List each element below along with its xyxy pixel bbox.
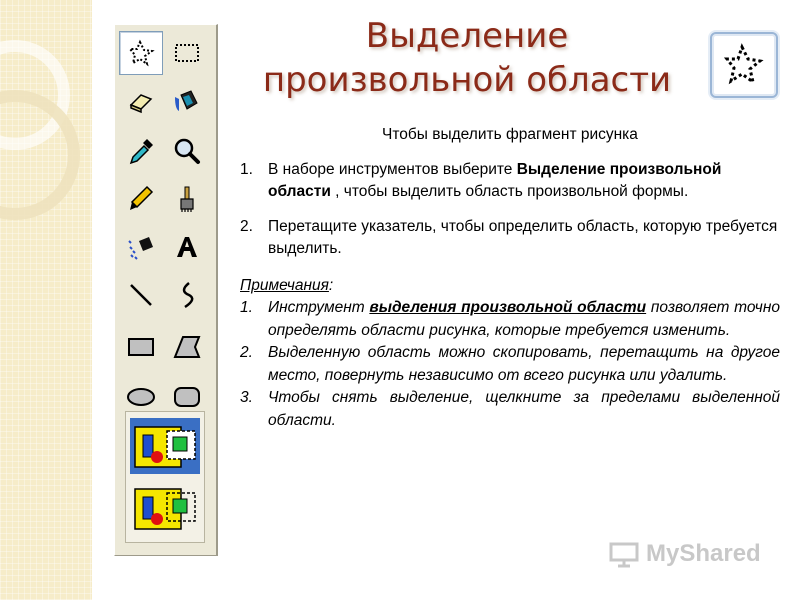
note-text: Выделенную область можно скопировать, перетащить на другое место, повернуть независимо от всего рисунка или удалить. xyxy=(268,344,780,384)
notes-heading-colon: : xyxy=(328,276,334,294)
ellipse-icon xyxy=(125,381,157,413)
polygon-tool[interactable] xyxy=(165,325,209,369)
note-number: 3. xyxy=(240,389,253,406)
note-text-part: Инструмент xyxy=(268,299,370,316)
curve-tool[interactable] xyxy=(165,273,209,317)
rectangle-select-tool[interactable] xyxy=(165,31,209,75)
pencil-tool[interactable] xyxy=(119,177,163,221)
note-text: Чтобы снять выделение, щелкните за пределами выделенной области. xyxy=(268,389,780,429)
opaque-selection-icon xyxy=(133,421,197,471)
rounded-rectangle-icon xyxy=(171,381,203,413)
step-text-part: , чтобы выделить область произвольной формы. xyxy=(330,183,689,200)
step-item xyxy=(240,159,780,204)
pick-color-tool[interactable] xyxy=(119,129,163,173)
airbrush-tool[interactable] xyxy=(119,225,163,269)
note-number: 2. xyxy=(240,344,253,361)
free-form-select-icon xyxy=(720,41,768,89)
note-item xyxy=(240,342,780,387)
note-text xyxy=(268,297,780,342)
step-number: 1. xyxy=(240,160,253,178)
free-form-select-tool[interactable] xyxy=(119,31,163,75)
curve-icon xyxy=(171,279,203,311)
presentation-board-icon xyxy=(608,538,640,570)
pencil-icon xyxy=(125,183,157,215)
watermark xyxy=(608,536,761,572)
fill-with-color-tool[interactable] xyxy=(165,79,209,123)
free-form-select-icon xyxy=(125,37,157,69)
intro-text: Чтобы выделить фрагмент рисунка xyxy=(382,126,638,143)
step-item xyxy=(240,216,780,261)
magnifier-icon xyxy=(171,135,203,167)
slide-title xyxy=(232,14,702,102)
title-line-2: произвольной области xyxy=(262,60,672,100)
opaque-selection-option[interactable] xyxy=(130,418,200,474)
airbrush-icon xyxy=(125,231,157,263)
notes-heading-text: Примечания xyxy=(240,276,329,294)
rectangle-select-icon xyxy=(171,37,203,69)
paint-bucket-icon xyxy=(171,85,203,117)
line-icon xyxy=(125,279,157,311)
brush-tool[interactable] xyxy=(165,177,209,221)
notes-heading xyxy=(240,275,780,298)
step-text: Перетащите указатель, чтобы определить область, которую требуется выделить. xyxy=(268,217,778,257)
free-form-select-large-icon xyxy=(710,32,778,98)
transparent-selection-icon xyxy=(133,483,197,533)
rectangle-icon xyxy=(125,331,157,363)
paint-toolbox xyxy=(114,24,218,556)
rectangle-tool[interactable] xyxy=(119,325,163,369)
step-text-part: В наборе инструментов выберите xyxy=(268,160,517,178)
text-icon xyxy=(171,231,203,263)
title-line-1: Выделение xyxy=(365,16,569,56)
tool-name-underlined: выделения произвольной области xyxy=(369,299,647,316)
step-text xyxy=(268,159,780,204)
eraser-icon xyxy=(125,85,157,117)
eraser-tool[interactable] xyxy=(119,79,163,123)
tool-name-bold: Выделение произвольной области xyxy=(268,160,722,200)
brush-icon xyxy=(171,183,203,215)
step-number: 2. xyxy=(240,217,253,235)
note-text-part: позволяет точно определять области рисунка, которые требуется изменить. xyxy=(268,299,780,339)
polygon-icon xyxy=(171,331,203,363)
instructions xyxy=(240,124,780,432)
note-item xyxy=(240,387,780,432)
text-tool[interactable] xyxy=(165,225,209,269)
line-tool[interactable] xyxy=(119,273,163,317)
decorative-strip xyxy=(0,0,92,600)
eyedropper-icon xyxy=(125,135,157,167)
note-number: 1. xyxy=(240,299,253,316)
magnifier-tool[interactable] xyxy=(165,129,209,173)
note-item xyxy=(240,297,780,342)
watermark-text: MyShared xyxy=(646,540,761,567)
transparent-selection-option[interactable] xyxy=(130,480,200,536)
selection-mode-panel xyxy=(125,411,205,543)
